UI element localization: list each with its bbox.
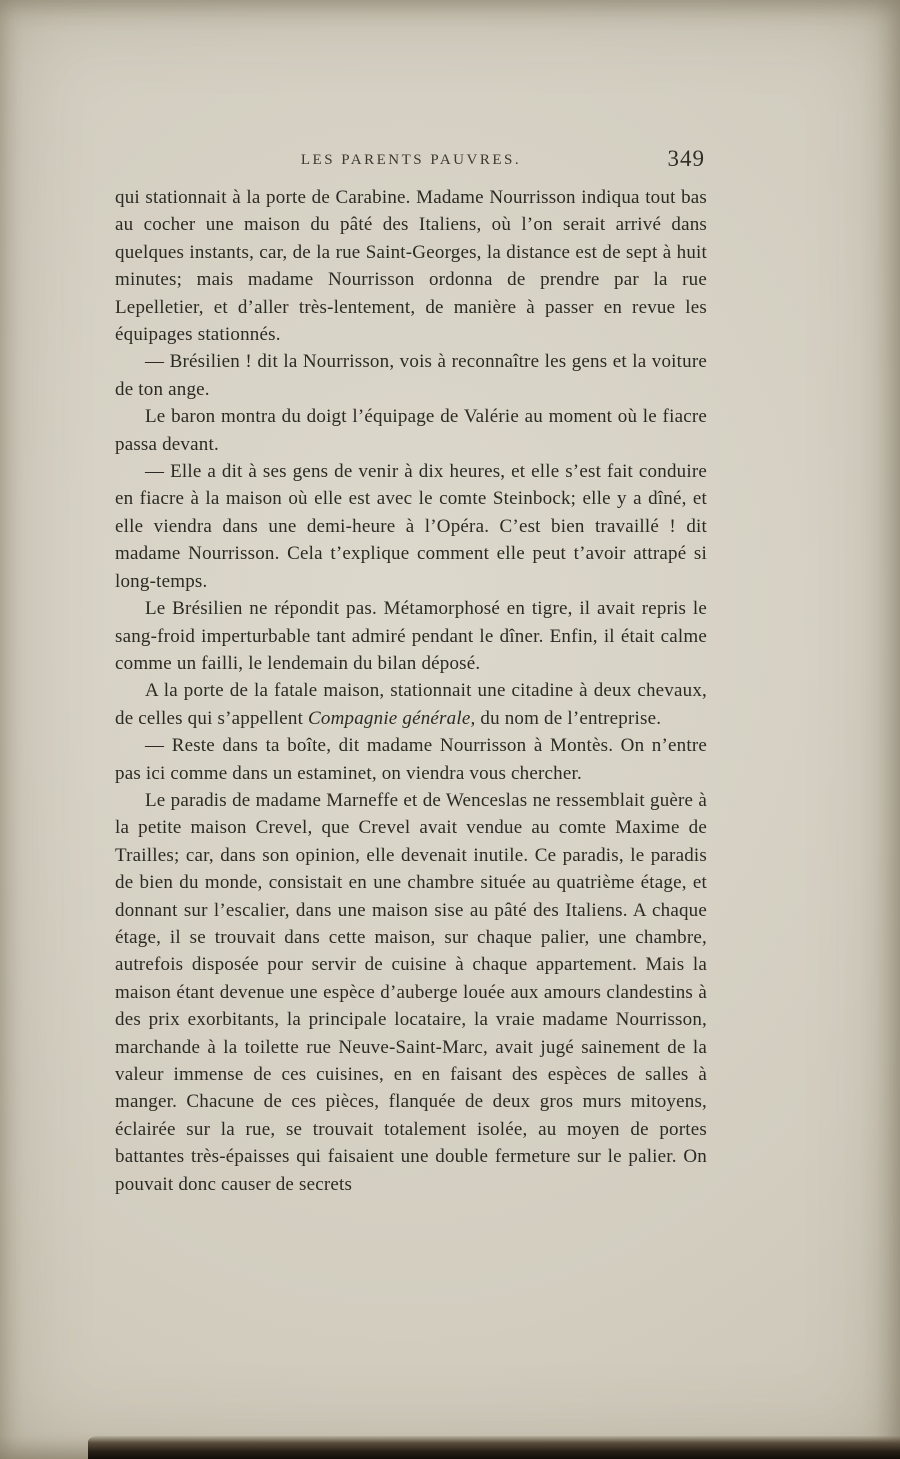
scan-bottom-corner	[0, 1436, 90, 1459]
body-text: du nom de l’entreprise.	[475, 707, 662, 729]
paragraph	[115, 458, 707, 595]
body-text: Le baron montra du doigt l’équipage de Valérie au moment où le fiacre passa devant.	[115, 406, 707, 455]
italic-text: Compagnie générale,	[308, 707, 476, 729]
running-title: LES PARENTS PAUVRES.	[300, 152, 522, 168]
body-text: qui stationnait à la porte de Carabine. Madame Nourrisson indiqua tout bas au cocher une maison du pâté des Italiens, où l’on serait arrivé dans quelques instants, car, de la rue Saint-Georges, la distance est de sept à huit minutes; mais madame Nourrisson ordonna de prendre par la rue Lepelletier, et d’aller très-lentement, de manière à passer en revue les équipages stationnés.	[115, 187, 707, 346]
body-text: A la porte de la fatale maison, stationnait une citadine à deux chevaux, de celles qui s’appellent	[115, 680, 707, 729]
body-text: — Elle a dit à ses gens de venir à dix heures, et elle s’est fait conduire en fiacre à la maison où elle est avec le comte Steinbock; elle y a dîné, et elle viendra dans une demi-heure à l’Opéra. C’est bien travaillé ! dit madame Nourrisson. Cela t’explique comment elle peut t’avoir attrapé si long-temps.	[115, 461, 707, 592]
paragraph	[115, 595, 707, 677]
page-header	[115, 146, 707, 176]
page-number: 349	[667, 146, 705, 171]
paragraph	[115, 787, 707, 1198]
scan-edge-shadow	[88, 1436, 900, 1459]
text-block	[115, 184, 707, 1198]
body-text: — Reste dans ta boîte, dit madame Nourrisson à Montès. On n’entre pas ici comme dans un estaminet, on viendra vous chercher.	[115, 735, 707, 784]
paragraph	[115, 348, 707, 403]
paragraph	[115, 184, 707, 348]
body-text: Le Brésilien ne répondit pas. Métamorphosé en tigre, il avait repris le sang-froid imperturbable tant admiré pendant le dîner. Enfin, il était calme comme un failli, le lendemain du bilan déposé.	[115, 598, 707, 674]
paragraph	[115, 732, 707, 787]
paragraph	[115, 677, 707, 732]
paragraph	[115, 403, 707, 458]
body-text: — Brésilien ! dit la Nourrisson, vois à reconnaître les gens et la voiture de ton ange.	[115, 351, 707, 400]
body-text: Le paradis de madame Marneffe et de Wenceslas ne ressemblait guère à la petite maison Crevel, que Crevel avait vendue au comte Maxime de Trailles; car, dans son opinion, elle devenait inutile. Ce paradis, le paradis de bien du monde, consistait en une chambre située au quatrième étage, et donnant sur l’escalier, dans une maison sise au pâté des Italiens. A chaque étage, il se trouvait dans cette maison, sur chaque palier, une chambre, autrefois disposée pour servir de cuisine à chaque appartement. Mais la maison étant devenue une espèce d’auberge louée aux amours clandestins à des prix exorbitants, la principale locataire, la vraie madame Nourrisson, marchande à la toilette rue Neuve-Saint-Marc, avait jugé sainement de la valeur immense de ces cuisines, en en faisant des espèces de salles à manger. Chacune de ces pièces, flanquée de deux gros murs mitoyens, éclairée sur la rue, se trouvait totalement isolée, au moyen de portes battantes très-épaisses qui faisaient une double fermeture sur le palier. On pouvait donc causer de secrets	[115, 789, 707, 1195]
